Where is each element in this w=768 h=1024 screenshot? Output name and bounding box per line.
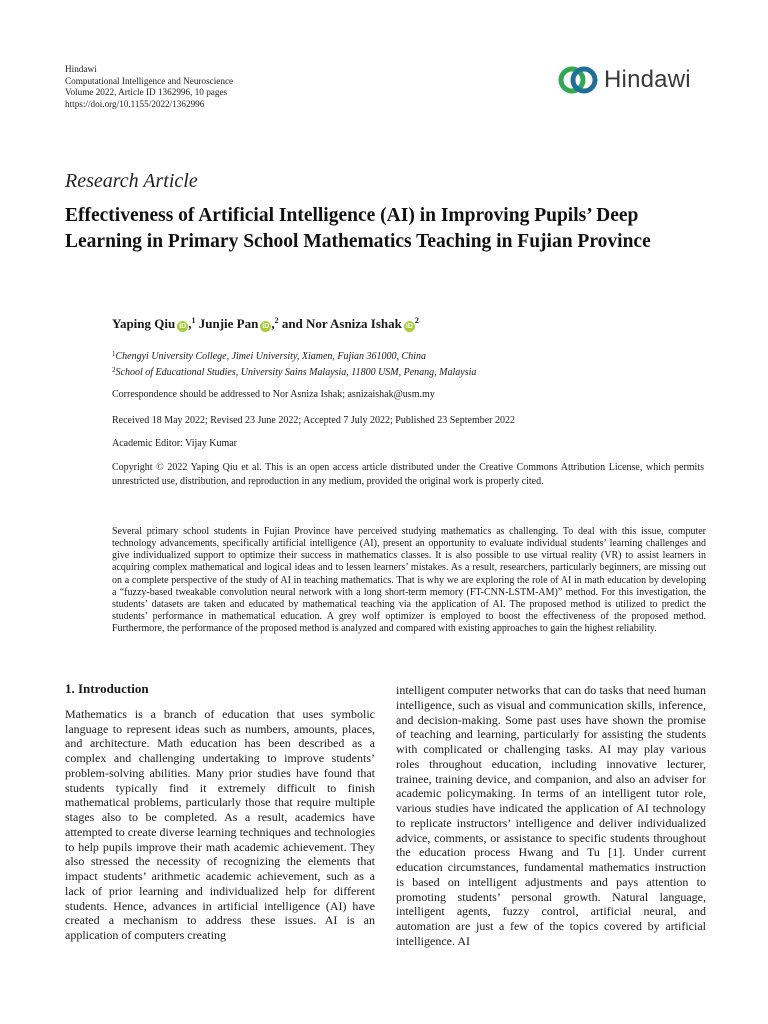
journal-name: Computational Intelligence and Neuroscience [65, 75, 234, 86]
author-affiliation-number: 2 [414, 316, 419, 325]
orcid-icon[interactable]: iD [405, 323, 413, 330]
hindawi-logo-text: Hindawi [604, 66, 691, 93]
hindawi-logo[interactable] [558, 64, 691, 96]
affiliation-item: $^1$Chengyi University College, Jimei University, Xiamen, Fujian 361000, China [112, 350, 427, 362]
intro-paragraph-continued: intelligent computer networks that can do tasks that need human intelligence, such as visual and communication skills, inference, and decision-making. Some past uses have shown the promise of teaching and learning, particularly for assisting the students with complicated or challenging tasks. AI may play various roles throughout education, including innovative lecturer, trainee, training device, and companion, and also an adviser for academic policymaking. In terms of an intelligent tutor role, various studies have indicated the application of AI technology to replicate instructors’ intelligence and deliver individualized advice, comments, or assistance to specific students throughout the education process Hwang and Tu [1]. Under current education circumstances, fundamental mathematics instruction is based on intelligent adjustments and pays attention to promoting students’ personal growth. Natural language, intelligent agents, fuzzy control, artificial neural, and automation are just a few of the topics covered by artificial intelligence. AI [396, 683, 706, 948]
affiliation-item: $^2$School of Educational Studies, University Sains Malaysia, 11800 USM, Penang, Malaysia [112, 365, 477, 378]
author-name: Nor Asniza Ishak [306, 316, 402, 331]
orcid-icon[interactable]: iD [179, 323, 187, 330]
article-kind: Research Article [65, 170, 198, 192]
copyright-notice: Copyright © 2022 Yaping Qiu et al. This is an open access article distributed under the Creative Commons Attribution License, which permits unrestricted use, distribution, and reproduction in any medium, provided the original work is properly cited. [112, 462, 704, 487]
author-joiner: and [281, 316, 303, 331]
section-heading: 1. Introduction [65, 681, 149, 696]
article-title: Effectiveness of Artificial Intelligence (AI) in Improving Pupils’ Deep Learning in Primary School Mathematics Teaching in Fujian Province [65, 205, 651, 252]
correspondence: Correspondence should be addressed to Nor Asniza Ishak; asnizaishak@usm.my [112, 389, 435, 400]
orcid-icon[interactable]: iD [262, 323, 270, 330]
author-affiliation-number: 1 [191, 316, 196, 325]
hindawi-logo-icon [558, 64, 598, 96]
abstract: Several primary school students in Fujian Province have perceived studying mathematics as challenging. To deal with this issue, computer technology advancements, specifically artificial intelligence (AI), present an opportunity to evaluate individual students’ learning challenges and give individualized support to optimize their success in mathematics classes. It is also possible to use virtual reality (VR) to assist learners in acquiring complex mathematical and logical ideas and to lessen learners’ mistakes. As a result, researchers, particularly beginners, are missing out on a complete perspective of the study of AI in teaching mathematics. That is why we are exploring the role of AI in math education by developing a “fuzzy-based tweakable convolution neural network with a long short-term memory (FT-CNN-LSTM-AM)” method. For this investigation, the students’ datasets are taken and educated by mathematical teaching via the application of AI. The proposed method is utilized to predict the students’ performance in mathematical education. A grey wolf optimizer is employed to boost the effectiveness of the proposed method. Furthermore, the performance of the proposed method is analyzed and compared with existing approaches to gain the highest reliability. [112, 526, 706, 635]
intro-right-column [396, 683, 706, 949]
publication-dates: Received 18 May 2022; Revised 23 June 2022; Accepted 7 July 2022; Published 23 September 2022 [112, 415, 515, 426]
publisher-name: Hindawi [65, 64, 97, 74]
journal-meta [65, 64, 233, 110]
author-list: Yaping Qiu iD ,$^1$ Junjie Pan iD ,$^2$ and Nor Asniza Ishak $iD^2$ [112, 316, 419, 331]
author-name: Junjie Pan [198, 316, 259, 331]
intro-left-column [65, 682, 375, 943]
volume-line: Volume 2022, Article ID 1362996, 10 pages [65, 87, 228, 98]
affiliations [112, 348, 476, 379]
doi-link[interactable]: https://doi.org/10.1155/2022/1362996 [65, 98, 205, 109]
intro-paragraph: Mathematics is a branch of education that uses symbolic language to represent ideas such as numbers, amounts, places, and architecture. Math education has been described as a complex and challenging undertaking to improve students’ problem-solving abilities. Many prior studies have found that students typically find it extremely difficult to finish mathematical problems, particularly those that require multiple stages also to be completed. As a result, academics have attempted to create diverse learning techniques and technologies to help pupils improve their math academic achievement. They also stressed the necessity of recognizing the elements that impact students’ arithmetic academic achievement, such as a lack of prior learning and individualized help for different students. Hence, advances in artificial intelligence (AI) have created a mechanism to address these issues. AI is an application of computers creating [65, 706, 375, 942]
author-name: Yaping Qiu [112, 316, 176, 331]
academic-editor: Academic Editor: Vijay Kumar [112, 438, 238, 449]
author-affiliation-number: 2 [274, 316, 279, 325]
